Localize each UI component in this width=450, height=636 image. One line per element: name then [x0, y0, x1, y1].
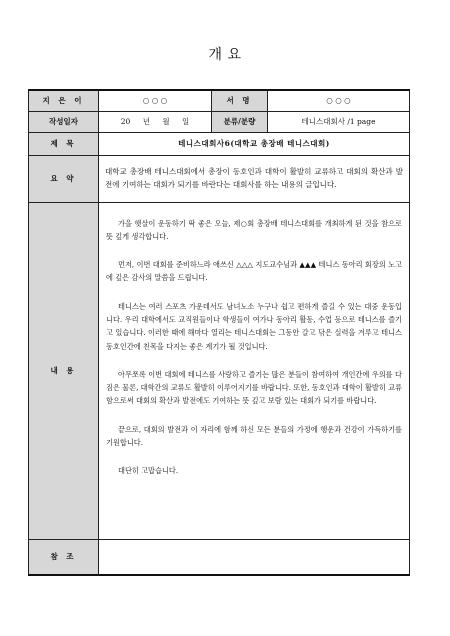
date-value: 20 년 월 일	[99, 111, 212, 132]
content-paragraph: 아무쪼록 이번 대회에 테니스를 사랑하고 즐기는 많은 분들이 참여하여 개인간에 우의를 다짐은 물론, 대학간의 교류도 활발히 이루어지기를 바랍니다. 또한, 동호인과 대학이 활발히 교류함으로써 대회의 확산과 발전에도 기여하는 뜻 깊고 보람 있는 대회가 되기를 바랍니다.	[106, 369, 402, 406]
date-label: 작성일자	[29, 111, 99, 132]
summary-row	[29, 155, 410, 202]
content-paragraph: 먼저, 이번 대회를 준비하느라 애쓰신 △△△ 지도교수님과 ▲▲▲ 테니스 동아리 회장의 노고에 깊은 감사의 말씀을 드립니다.	[106, 260, 402, 283]
document-title: 개 요	[208, 47, 242, 63]
overview-form	[28, 89, 410, 576]
author-label: 지 은 이	[29, 90, 99, 111]
subject-label: 제 목	[29, 132, 99, 155]
category-value: 테니스대회사 /1 page	[268, 111, 410, 132]
date-row	[29, 111, 410, 132]
signature-label: 서 명	[212, 90, 268, 111]
signature-value: ○ ○ ○	[268, 90, 410, 111]
content-row	[29, 202, 410, 539]
subject-row	[29, 132, 410, 155]
summary-label: 요 약	[29, 155, 99, 202]
summary-value: 대학교 총장배 테니스대회에서 총장이 동호인과 대학이 활발히 교류하고 대회의 확산과 발전에 기여하는 대회가 되기를 바란다는 대회사를 하는 내용의 글입니다.	[99, 155, 410, 202]
note-value	[99, 539, 410, 575]
content-paragraph: 테니스는 여러 스포츠 가운데서도 남녀노소 누구나 쉽고 편하게 즐길 수 있는 대중 운동입니다. 우리 대학에서도 교직원들이나 학생들이 여가나 동아리 활동, 수업 등으로 테니스를 즐기고 있습니다. 이러한 때에 해마다 열리는 테니스대회는 그동안 갈고 닦은 실력을 겨루고 테니스 동호인간에 친목을 다지는 좋은 계기가 될 것입니다.	[106, 301, 402, 351]
author-value: ○ ○ ○	[99, 90, 212, 111]
note-label: 참 조	[29, 539, 99, 575]
category-label: 분류/분량	[212, 111, 268, 132]
content-label: 내 용	[29, 202, 99, 539]
note-row	[29, 539, 410, 575]
content-paragraph: 대단히 고맙습니다.	[118, 466, 179, 476]
content-body	[99, 202, 410, 539]
subject-value: 테니스대회사6(대학교 총장배 테니스대회)	[99, 132, 410, 155]
content-paragraph: 끝으로, 대회의 발전과 이 자리에 함께 하신 모든 분들의 가정에 행운과 건강이 가득하기를 기원합니다.	[106, 424, 402, 448]
content-paragraph: 가을 햇살이 운동하기 딱 좋은 오늘, 제○회 총장배 테니스대회를 개최하게 된 것을 참으로 뜻 깊게 생각합니다.	[106, 218, 402, 241]
author-row	[29, 90, 410, 111]
